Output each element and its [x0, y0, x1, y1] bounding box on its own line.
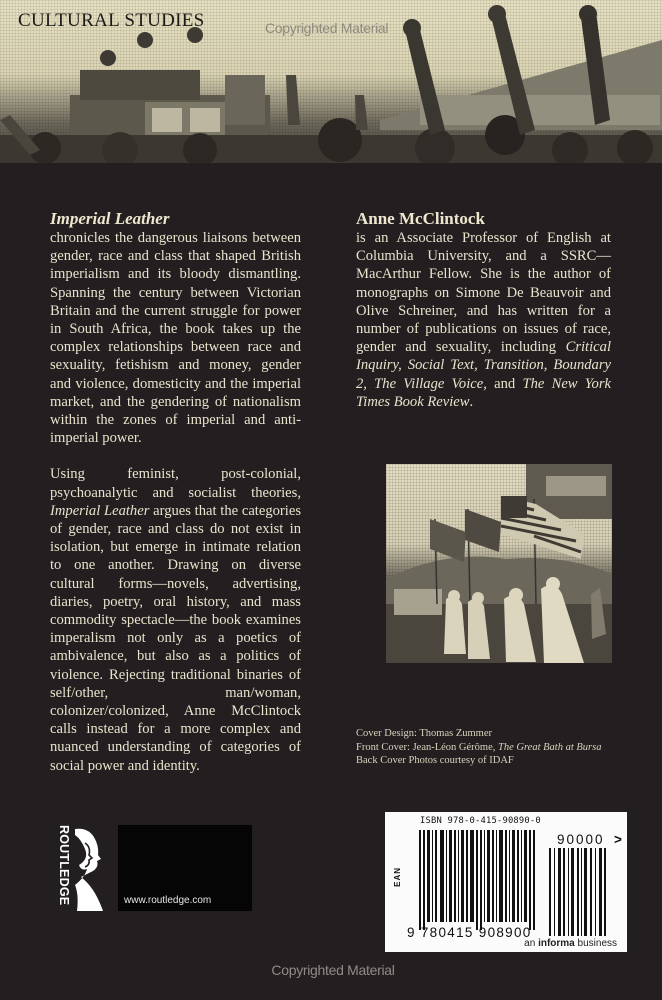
paragraph-2-body: argues that the categories of gender, race and class do not exist in isolation, but emerge in intimate relation to one another. Drawing on diverse cultural forms—novels, advertising, diaries, poetry, oral history, and mass commodity spectacle—the book examines imperalism not only as a poetics of ambivalence, but also as a politics of violence. Rejecting traditional binaries of self/other, man/woman, colonizer/colonized, Anne McClintock calls instead for a more complex and nuanced understanding of categories of social power and identity. — [50, 502, 301, 774]
publisher-url-box — [118, 825, 252, 911]
description-paragraph-2 — [50, 465, 301, 774]
book-description — [50, 209, 301, 775]
isbn-barcode — [385, 812, 627, 952]
bio-conjunction: and — [494, 375, 516, 392]
flag-procession-photo — [386, 464, 612, 663]
routledge-logo-text: ROUTLEDGE — [57, 825, 71, 906]
price-addon-bars — [549, 848, 607, 936]
publications-list: Critical Inquiry, Social Text, Transition, Boundary 2, The Village Voice, — [356, 339, 611, 392]
book-title: Imperial Leather — [50, 209, 170, 228]
ean-barcode-bars — [419, 830, 539, 930]
informa-prefix: an — [524, 938, 536, 949]
publisher-url[interactable]: www.routledge.com — [124, 895, 212, 906]
cover-photo-crowd — [0, 0, 662, 163]
description-paragraph-1: chronicles the dangerous liaisons between gender, race and class that shaped British imperialism and its bloody dismantling. Spanning the century between Victorian Britain and the current struggle for power in South Africa, the book takes up the complex relationships between race and sexuality, fetishism and money, gender and violence, domesticity and the imperial market, and the gendering of nationalism within the zones of imperial and anti-imperial power. — [50, 230, 301, 447]
informa-tagline — [524, 938, 617, 949]
front-cover-label: Front Cover: Jean-Léon Gérôme, — [356, 741, 496, 753]
front-cover-artwork-title: The Great Bath at Bursa — [498, 741, 602, 753]
back-cover-credit: Back Cover Photos courtesy of IDAF — [356, 755, 514, 766]
flags-image — [386, 464, 612, 663]
cover-credits — [356, 727, 636, 768]
routledge-r-icon — [55, 825, 113, 911]
quiet-zone-arrow-icon: > — [614, 832, 622, 847]
informa-brand: informa — [538, 938, 575, 949]
bio-body: is an Associate Professor of English at Columbia University, and a SSRC—MacArthur Fellow. She is the author of monographs on Simone De Beauvoir and Olive Schreiner, and has written for a number of publications on issues of race, gender and sexuality, including — [356, 230, 611, 356]
author-bio — [356, 209, 611, 411]
series-label: CULTURAL STUDIES — [18, 10, 205, 31]
author-name: Anne McClintock — [356, 209, 485, 228]
publisher-block — [55, 825, 252, 911]
author-bio-text — [356, 229, 611, 411]
front-cover-credit — [356, 741, 636, 755]
informa-suffix: business — [577, 938, 617, 949]
paragraph-2-intro: Using feminist, post-colonial, psychoanalytic and socialist theories, — [50, 466, 301, 501]
copyright-watermark-bottom: Copyrighted Material — [271, 962, 395, 978]
cover-design-credit: Cover Design: Thomas Zummer — [356, 728, 492, 739]
book-title-inline: Imperial Leather — [50, 502, 150, 519]
routledge-logo — [55, 825, 113, 911]
ean-digits: 9 780415 908900 — [407, 925, 532, 940]
publication-nyt: The New York Times Book Review — [356, 375, 611, 410]
ean-label: EAN — [393, 867, 402, 887]
copyright-watermark-top: Copyrighted Material — [265, 20, 389, 36]
price-code: 90000 — [557, 832, 605, 847]
isbn-number: ISBN 978-0-415-90890-0 — [420, 816, 541, 826]
bio-period: . — [469, 393, 474, 410]
